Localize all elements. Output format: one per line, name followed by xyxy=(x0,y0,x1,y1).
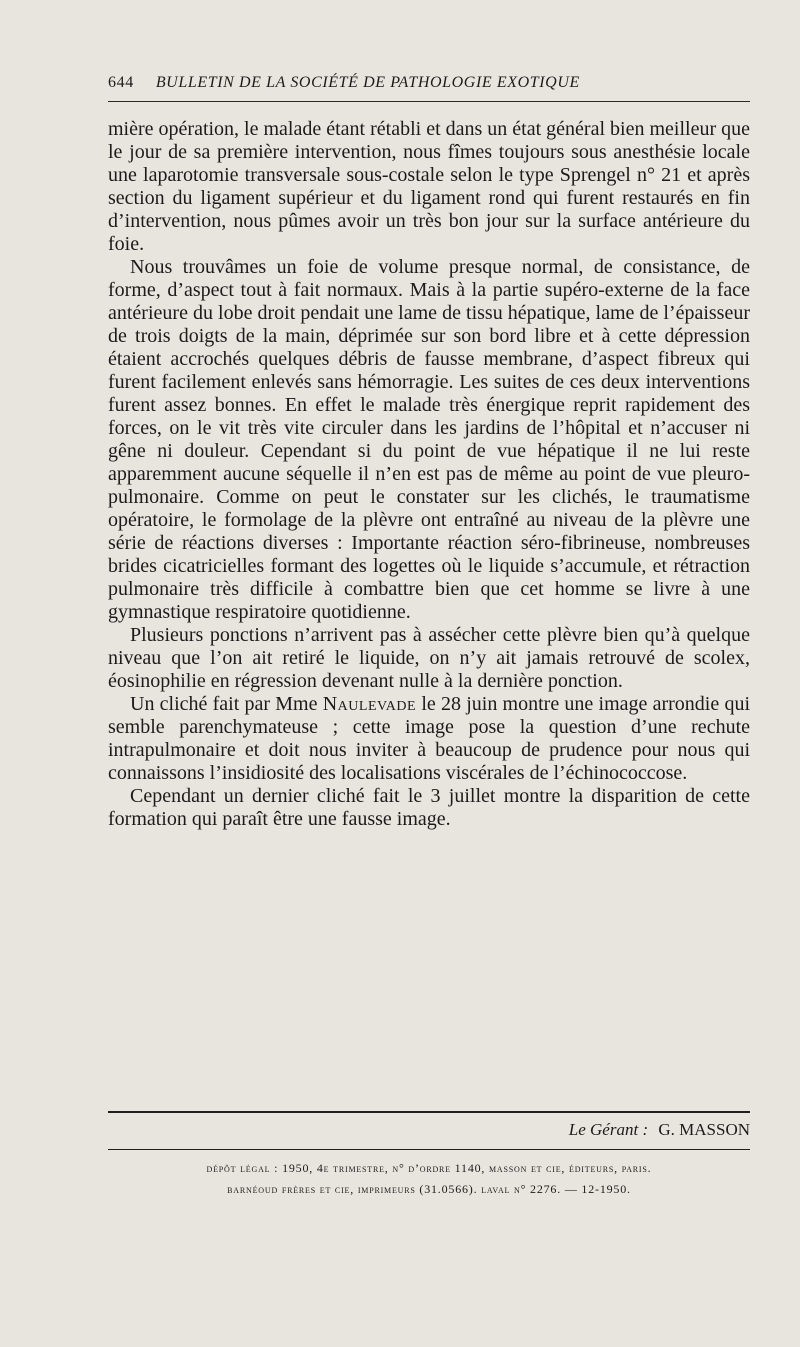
running-header xyxy=(108,74,750,92)
paragraph-4 xyxy=(108,693,750,785)
page-number: 644 xyxy=(108,74,134,91)
imprint-line-2: barnéoud frères et cie, imprimeurs (31.0566). laval n° 2276. — 12-1950. xyxy=(227,1182,631,1196)
paragraph-4-end: le 28 juin montre une image arrondie qui semble parenchymateuse ; cette image pose la question d’une rechute intrapulmonaire et doit nous inviter à beaucoup de prudence pour nous qui connaissons l’insidiosité des localisations viscérales de l’échinococcose. xyxy=(108,693,751,784)
signature-name: G. MASSON xyxy=(658,1120,750,1139)
signature xyxy=(108,1120,750,1140)
imprint-line-1: dépôt légal : 1950, 4e trimestre, n° d’ordre 1140, masson et cie, éditeurs, paris. xyxy=(206,1161,652,1175)
footer-rule-bottom xyxy=(108,1149,750,1150)
paragraph-4-start: Un cliché fait par Mme xyxy=(130,693,318,715)
body-text xyxy=(108,118,750,831)
imprint xyxy=(108,1158,750,1200)
paragraph-3: Plusieurs ponctions n’arrivent pas à assécher cette plèvre bien qu’à quelque niveau que l’on ait retiré le liquide, on n’y ait jamais retrouvé de scolex, éosinophilie en régression devenant nulle à la dernière ponction. xyxy=(108,624,750,692)
paragraph-1: mière opération, le malade étant rétabli et dans un état général bien meilleur que le jour de sa première intervention, nous fîmes toujours sous anesthésie locale une laparotomie transversale sous-costale selon le type Sprengel n° 21 et après section du ligament supérieur et du ligament rond qui furent restaurés en fin d’intervention, nous pûmes avoir un très bon jour sur la surface antérieure du foie. xyxy=(108,118,750,255)
footer-rule-top xyxy=(108,1111,750,1113)
paragraph-2: Nous trouvâmes un foie de volume presque normal, de consistance, de forme, d’aspect tout à fait normaux. Mais à la partie supéro-externe de la face antérieure du lobe droit pendait une lame de tissu hépatique, lame de l’épaisseur de trois doigts de la main, déprimée sur son bord libre et à cette dépression étaient accrochés quelques débris de fausse membrane, d’aspect fibreux qui furent facilement enlevés sans hémorragie. Les suites de ces deux interventions furent assez bonnes. En effet le malade très énergique reprit rapidement des forces, on le vit très vite circuler dans les jardins de l’hôpital et n’accuser ni gêne ni douleur. Cependant si du point de vue hépatique il ne lui reste apparemment aucune séquelle il n’en est pas de même au point de vue pleuro-pulmonaire. Comme on peut le constater sur les clichés, le traumatisme opératoire, le formolage de la plèvre ont entraîné au niveau de la plèvre une série de réactions diverses : Importante réaction séro-fibrineuse, nombreuses brides cicatricielles formant des logettes où le liquide s’accumule, et rétraction pulmonaire très difficile à combattre bien que cet homme se livre à une gymnastique respiratoire quotidienne. xyxy=(108,256,750,623)
header-rule xyxy=(108,101,750,102)
paragraph-5: Cependant un dernier cliché fait le 3 juillet montre la disparition de cette formation qui paraît être une fausse image. xyxy=(108,785,750,830)
signature-role: Le Gérant : xyxy=(568,1120,649,1139)
author-name: Naulevade xyxy=(322,693,417,715)
running-title: BULLETIN DE LA SOCIÉTÉ DE PATHOLOGIE EXOTIQUE xyxy=(155,74,580,91)
